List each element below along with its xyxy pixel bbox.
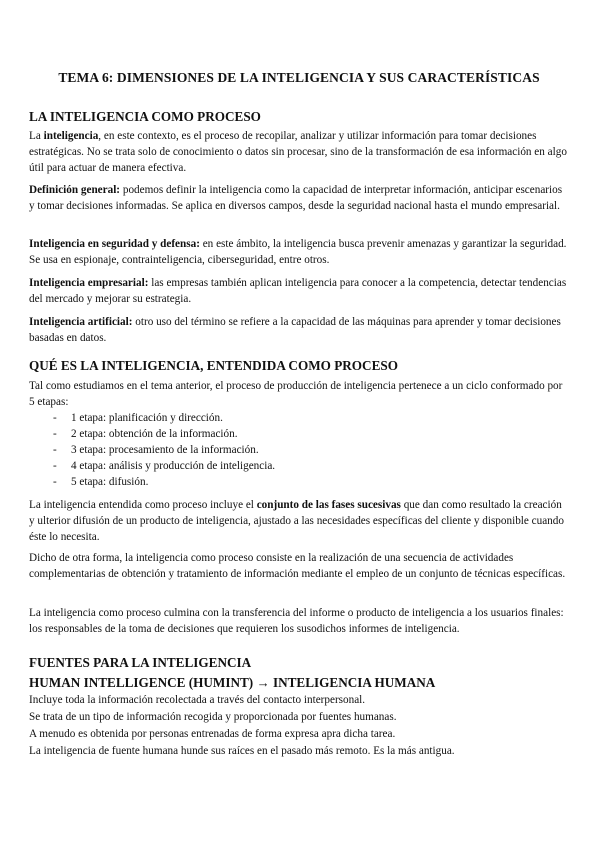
section-heading-proceso: LA INTELIGENCIA COMO PROCESO [29, 109, 261, 124]
document-title: TEMA 6: DIMENSIONES DE LA INTELIGENCIA Y SUS CARACTERÍSTICAS [58, 70, 540, 85]
definicion-text: podemos definir la inteligencia como la capacidad de interpretar información, anticipar escenarios y tomar decisiones informadas. Se aplica en diversos campos, desde la seguridad nacional hasta el mundo empresarial. [29, 184, 563, 212]
humint-line-4: La inteligencia de fuente humana hunde sus raíces en el pasado más remoto. Es la más antigua. [29, 745, 455, 757]
humint-lines [29, 692, 455, 760]
paragraph-intro [29, 128, 569, 176]
paragraph-ciclo-intro: Tal como estudiamos en el tema anterior, el proceso de producción de inteligencia pertenece a un ciclo conformado por 5 etapas: [29, 380, 563, 408]
artificial-text: otro uso del término se refiere a la capacidad de las máquinas para aprender y tomar decisiones basadas en datos. [29, 316, 561, 344]
subheading-humint: HUMAN INTELLIGENCE (HUMINT) → INTELIGENCIA HUMANA [29, 675, 436, 690]
paragraph-artificial [29, 314, 569, 346]
stage-4-text: 4 etapa: análisis y producción de inteligencia. [71, 460, 276, 472]
seguridad-label: Inteligencia en seguridad y defensa: [29, 238, 200, 250]
intro-text-post: , en este contexto, es el proceso de recopilar, analizar y utilizar información para tomar decisiones estratégicas. No se trata solo de conocimiento o datos sin procesar, sino de la transformación de esa información en algo útil para actuar de manera efectiva. [29, 130, 567, 174]
paragraph-dicho-de-otra-forma: Dicho de otra forma, la inteligencia como proceso consiste en la realización de una secuencia de actividades complementarias de obtención y tratamiento de información mediante el empleo de un conjunto de técnicas específicas. [29, 552, 566, 580]
stage-1-text: 1 etapa: planificación y dirección. [71, 412, 223, 424]
seguridad-text: en este ámbito, la inteligencia busca prevenir amenazas y garantizar la seguridad. Se usa en espionaje, contrainteligencia, ciberseguridad, entre otros. [29, 238, 567, 266]
paragraph-culmina: La inteligencia como proceso culmina con la transferencia del informe o producto de inteligencia a los usuarios finales: los responsables de la toma de decisiones que requieren los susodichos informes de inteligencia. [29, 607, 564, 635]
empresarial-text: las empresas también aplican inteligencia para conocer a la competencia, detectar tendencias del mercado y mejorar su estrategia. [29, 277, 567, 305]
stages-list [29, 410, 275, 490]
fases-text-post: que dan como resultado la creación y ulterior difusión de un producto de inteligencia, ajustado a las necesidades específicas del cliente y disponible cuando éste lo necesita. [29, 499, 564, 543]
paragraph-seguridad-defensa [29, 236, 569, 268]
list-item: - 5 etapa: difusión. [53, 476, 149, 488]
paragraph-fases-sucesivas [29, 497, 569, 545]
list-item: - 4 etapa: análisis y producción de inteligencia. [53, 460, 276, 472]
paragraph-empresarial [29, 275, 569, 307]
artificial-label: Inteligencia artificial: [29, 316, 133, 328]
fases-text-pre: La inteligencia entendida como proceso incluye el [29, 499, 257, 511]
humint-line-2: Se trata de un tipo de información recogida y proporcionada por fuentes humanas. [29, 711, 397, 723]
paragraph-definicion-general [29, 182, 569, 214]
humint-line-1: Incluye toda la información recolectada a través del contacto interpersonal. [29, 694, 366, 706]
list-item: - 3 etapa: procesamiento de la información. [53, 444, 259, 456]
list-item: - 2 etapa: obtención de la información. [53, 428, 238, 440]
intro-text-pre: La [29, 130, 44, 142]
humint-line-3: A menudo es obtenida por personas entrenadas de forma expresa apra dicha tarea. [29, 728, 396, 740]
stage-2-text: 2 etapa: obtención de la información. [71, 428, 238, 440]
intro-bold-term: inteligencia [43, 130, 99, 142]
section-heading-que-es: QUÉ ES LA INTELIGENCIA, ENTENDIDA COMO PROCESO [29, 358, 398, 373]
section-heading-fuentes: FUENTES PARA LA INTELIGENCIA [29, 655, 252, 670]
fases-bold-term: conjunto de las fases sucesivas [256, 499, 401, 511]
stage-5-text: 5 etapa: difusión. [71, 476, 149, 488]
list-item: - 1 etapa: planificación y dirección. [53, 412, 223, 424]
stage-3-text: 3 etapa: procesamiento de la información. [71, 444, 259, 456]
definicion-label: Definición general: [29, 184, 121, 196]
empresarial-label: Inteligencia empresarial: [29, 277, 149, 289]
